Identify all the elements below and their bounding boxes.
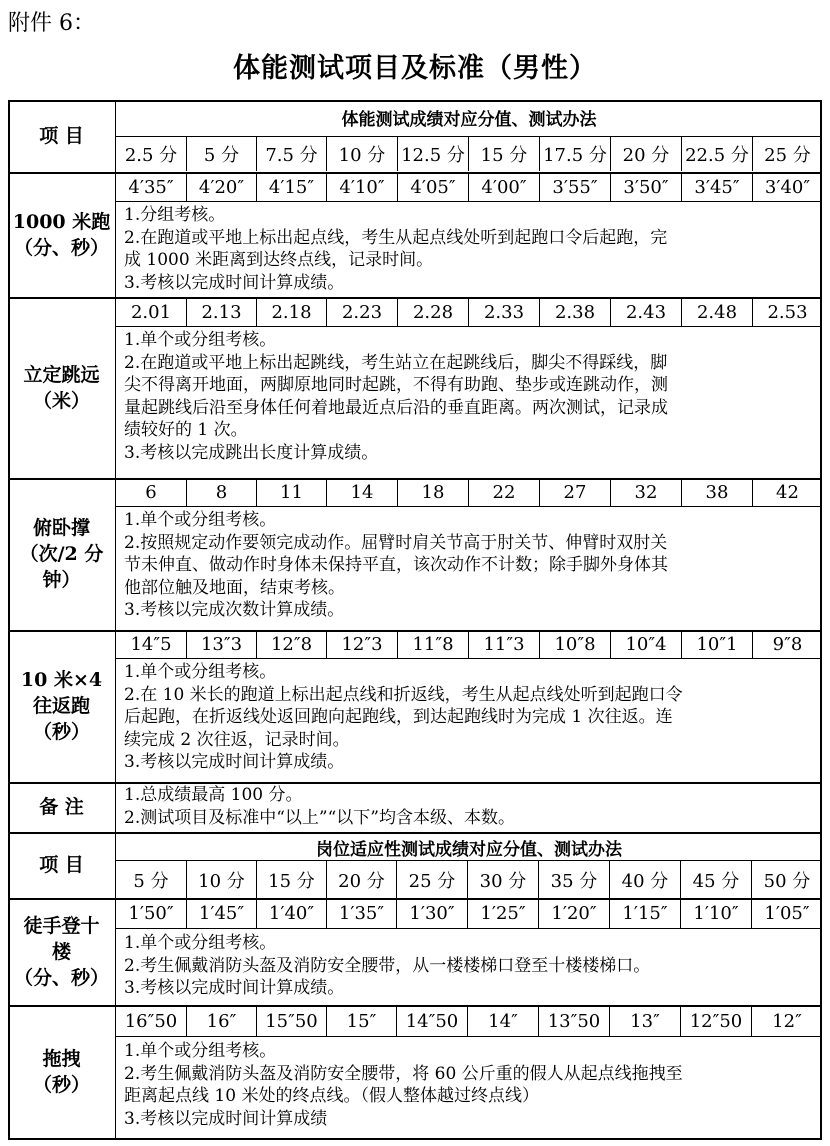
method-line: 节未伸直、做动作时身体未保持平直，该次动作不计数；除手脚外身体其 <box>124 555 668 575</box>
method-line: 2.考生佩戴消防头盔及消防安全腰带，将 60 公斤重的假人从起点线拖拽至 <box>124 1063 683 1084</box>
method-line: 续完成 2 次往返，记录时间。 <box>124 729 350 750</box>
value-cell: 13″50 <box>538 1006 609 1036</box>
method-line: 1.单个或分组考核。 <box>124 933 277 953</box>
physical-value-row <box>116 479 822 506</box>
physical-header-label-text: 项 目 <box>39 125 84 147</box>
value-cell: 25 分 <box>752 137 822 171</box>
section-divider <box>8 832 822 834</box>
value-cell: 5 分 <box>186 137 256 171</box>
post-method <box>124 932 816 1000</box>
post-item-label <box>8 1005 116 1139</box>
value-cell: 10″8 <box>539 631 610 658</box>
method-line: 1.单个或分组考核。 <box>124 662 277 682</box>
physical-item-label <box>8 297 116 478</box>
value-cell: 2.5 分 <box>124 145 178 166</box>
value-cell: 12″3 <box>326 631 397 658</box>
row-divider <box>116 506 822 507</box>
remarks-text <box>124 784 816 829</box>
value-cell: 12″ <box>751 1006 822 1036</box>
value-cell: 1′10″ <box>680 899 751 928</box>
method-line: 距离起点线 10 米处的终点线。（假人整体越过终点线） <box>124 1086 539 1106</box>
value-cell: 2.28 <box>397 298 468 326</box>
value-cell: 20 分 <box>326 861 396 898</box>
value-cell: 3′45″ <box>681 173 752 201</box>
value-cell: 4′35″ <box>128 176 174 198</box>
value-cell: 2.48 <box>681 298 752 326</box>
value-cell: 2.33 <box>468 298 539 326</box>
value-cell: 14 <box>326 479 397 506</box>
value-cell: 15 分 <box>256 861 326 898</box>
post-item-label-text: 拖拽 （秒） <box>32 1048 90 1096</box>
value-cell: 17.5 分 <box>539 137 610 171</box>
physical-method <box>124 661 816 774</box>
value-cell: 1′35″ <box>326 899 396 928</box>
value-cell: 4′00″ <box>468 173 539 201</box>
method-line: 3.考核以完成跳出长度计算成绩。 <box>124 442 379 463</box>
physical-header-label <box>8 100 116 172</box>
value-cell: 11″8 <box>397 631 468 658</box>
value-cell: 5 分 <box>133 870 169 892</box>
value-cell: 2.38 <box>539 298 610 326</box>
value-cell: 35 分 <box>538 861 609 898</box>
value-cell: 4′20″ <box>186 173 256 201</box>
method-line: 2.在跑道或平地上标出起点线，考生从起点线处听到起跑口令后起跑，完 <box>124 227 668 248</box>
value-cell: 3′50″ <box>610 173 681 201</box>
value-cell: 13″3 <box>186 631 256 658</box>
physical-score-row <box>116 137 822 171</box>
value-cell: 30 分 <box>467 861 538 898</box>
method-line: 2.在跑道或平地上标出起跳线，考生站立在起跳线后，脚尖不得踩线，脚 <box>124 352 668 373</box>
value-cell: 2.43 <box>610 298 681 326</box>
row-divider <box>116 658 822 659</box>
method-line: 量起跳线后沿至身体任何着地最近点后沿的垂直距离。两次测试，记录成 <box>124 397 668 418</box>
row-divider <box>116 201 822 202</box>
physical-value-row <box>116 631 822 658</box>
method-line: 2.在 10 米长的跑道上标出起点线和折返线，考生从起点线处听到起跑口令 <box>124 684 683 705</box>
row-divider <box>116 928 822 929</box>
page-title: 体能测试项目及标准（男性） <box>233 53 597 84</box>
method-line: 成 1000 米距离到达终点线，记录时间。 <box>124 250 434 270</box>
value-cell: 4′10″ <box>326 173 397 201</box>
method-line: 他部位触及地面，结束考核。 <box>124 577 345 598</box>
value-cell: 1′20″ <box>538 899 609 928</box>
value-cell: 2.18 <box>256 298 326 326</box>
value-cell: 10″4 <box>610 631 681 658</box>
method-line: 后起跑，在折返线处返回跑向起跑线，到达起跑线时为完成 1 次往返。连 <box>124 707 673 727</box>
method-line: 3.考核以完成时间计算成绩 <box>124 1108 328 1129</box>
value-cell: 10 分 <box>186 861 256 898</box>
value-cell: 1′05″ <box>751 899 822 928</box>
post-value-row <box>116 1006 822 1036</box>
value-cell: 25 分 <box>396 861 467 898</box>
value-cell: 16″ <box>186 1006 256 1036</box>
attachment-label: 附件 6： <box>8 11 95 36</box>
row-divider <box>116 326 822 327</box>
value-cell: 7.5 分 <box>256 137 326 171</box>
physical-item-label-text: 1000 米跑 （分、秒） <box>12 210 111 259</box>
value-cell: 32 <box>610 479 681 506</box>
value-cell: 4′15″ <box>256 173 326 201</box>
physical-value-row <box>116 298 822 326</box>
value-cell: 2.23 <box>326 298 397 326</box>
method-line: 1.单个或分组考核。 <box>124 510 277 530</box>
post-item-label-text: 徒手登十 楼 （分、秒） <box>13 914 109 989</box>
value-cell: 1′25″ <box>467 899 538 928</box>
value-cell: 1′50″ <box>128 903 174 924</box>
value-cell: 2.13 <box>186 298 256 326</box>
method-line: 2.按照规定动作要领完成动作。屈臂时肩关节高于肘关节、伸臂时双肘关 <box>124 532 668 553</box>
value-cell: 1′45″ <box>186 899 256 928</box>
method-line: 2.考生佩戴消防头盔及消防安全腰带，从一楼楼梯口登至十楼楼梯口。 <box>124 955 651 976</box>
value-cell: 3′55″ <box>539 173 610 201</box>
value-cell: 12″50 <box>680 1006 751 1036</box>
value-cell: 22.5 分 <box>681 137 752 171</box>
physical-method <box>124 509 816 622</box>
value-cell: 14″ <box>467 1006 538 1036</box>
physical-item-label-text: 10 米×4 往返跑 （秒） <box>20 669 103 743</box>
value-cell: 13″ <box>609 1006 680 1036</box>
value-cell: 38 <box>681 479 752 506</box>
post-header-label-text: 项 目 <box>39 854 84 876</box>
value-cell: 27 <box>539 479 610 506</box>
physical-value-row <box>116 173 822 201</box>
method-line: 3.考核以完成时间计算成绩。 <box>124 752 345 772</box>
value-cell: 14″5 <box>130 634 172 655</box>
value-cell: 10″1 <box>681 631 752 658</box>
physical-item-label <box>8 172 116 297</box>
value-cell: 15″50 <box>256 1006 326 1036</box>
row-divider <box>116 1036 822 1037</box>
value-cell: 20 分 <box>610 137 681 171</box>
value-cell: 42 <box>752 479 822 506</box>
value-cell: 3′40″ <box>752 173 822 201</box>
value-cell: 6 <box>145 482 157 503</box>
method-line: 绩较好的 1 次。 <box>124 420 248 440</box>
physical-method <box>124 204 816 294</box>
value-cell: 1′15″ <box>609 899 680 928</box>
method-line: 1.单个或分组考核。 <box>124 1041 277 1061</box>
value-cell: 2.01 <box>130 301 172 323</box>
value-cell: 45 分 <box>680 861 751 898</box>
value-cell: 18 <box>397 479 468 506</box>
value-cell: 11 <box>256 479 326 506</box>
method-line: 3.考核以完成时间计算成绩。 <box>124 978 345 998</box>
method-line: 3.考核以完成时间计算成绩。 <box>124 272 345 293</box>
value-cell: 22 <box>468 479 539 506</box>
value-cell: 1′30″ <box>396 899 467 928</box>
remarks-label-text: 备 注 <box>39 796 84 818</box>
value-cell: 50 分 <box>751 861 822 898</box>
method-line: 尖不得离开地面，两脚原地同时起跳，不得有助跑、垫步或连跳动作，测 <box>124 375 668 395</box>
method-line: 2.测试项目及标准中“以上”“以下”均含本级、本数。 <box>124 807 515 828</box>
physical-method <box>124 329 816 464</box>
post-value-row <box>116 899 822 928</box>
value-cell: 1′40″ <box>256 899 326 928</box>
method-line: 1.总成绩最高 100 分。 <box>124 785 303 805</box>
value-cell: 12″8 <box>256 631 326 658</box>
method-line: 1.分组考核。 <box>124 205 226 225</box>
method-line: 3.考核以完成次数计算成绩。 <box>124 600 345 620</box>
physical-item-label <box>8 630 116 782</box>
value-cell: 40 分 <box>609 861 680 898</box>
post-header-label <box>8 832 116 898</box>
value-cell: 9″8 <box>752 631 822 658</box>
value-cell: 14″50 <box>396 1006 467 1036</box>
value-cell: 2.53 <box>752 298 822 326</box>
physical-item-label-text: 立定跳远 （米） <box>23 363 100 412</box>
post-score-row <box>116 861 822 898</box>
value-cell: 16″50 <box>124 1010 178 1032</box>
remarks-label <box>8 782 116 832</box>
method-line: 1.单个或分组考核。 <box>124 330 277 350</box>
physical-header-title: 体能测试成绩对应分值、测试办法 <box>341 110 597 130</box>
post-item-label <box>8 898 116 1005</box>
value-cell: 4′05″ <box>397 173 468 201</box>
physical-item-label <box>8 478 116 630</box>
value-cell: 15″ <box>326 1006 396 1036</box>
value-cell: 15 分 <box>468 137 539 171</box>
post-method <box>124 1040 816 1130</box>
value-cell: 11″3 <box>468 631 539 658</box>
value-cell: 12.5 分 <box>397 137 468 171</box>
value-cell: 8 <box>186 479 256 506</box>
value-cell: 10 分 <box>326 137 397 171</box>
physical-item-label-text: 俯卧撑 （次/2 分 钟） <box>19 517 104 591</box>
post-header-title: 岗位适应性测试成绩对应分值、测试办法 <box>316 840 622 860</box>
